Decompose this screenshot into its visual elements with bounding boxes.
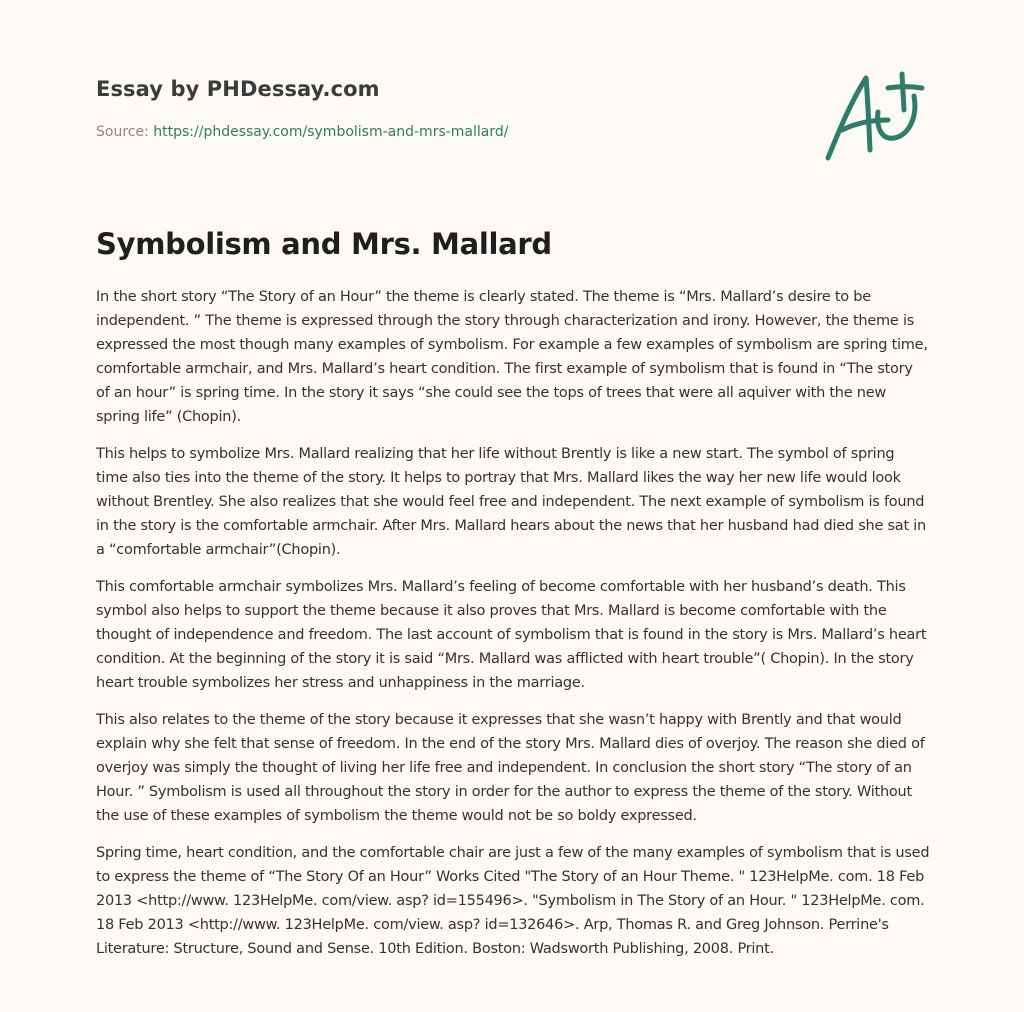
paragraph: In the short story “The Story of an Hour” the theme is clearly stated. The theme is “Mrs. Mallard’s desire to be independent. ” The theme is expressed through the story through characterization and irony. However, the theme is expressed the most though many examples of symbolism. For example a few examples of symbolism are spring time, comfortable armchair, and Mrs. Mallard’s heart condition. The first example of symbolism that is found in “The story of an hour” is spring time. In the story it says “she could see the tops of trees that were all aquiver with the new spring life” (Chopin). (96, 289, 928, 425)
paragraph: This also relates to the theme of the story because it expresses that she wasn’t happy with Brently and that would explain why she felt that sense of freedom. In the end of the story Mrs. Mallard dies of overjoy. The reason she died of overjoy was simply the thought of living her life free and independent. In conclusion the short story “The story of an Hour. ” Symbolism is used all throughout the story in order for the author to express the theme of the story. Without the use of these examples of symbolism the theme would not be so boldy expressed. (96, 712, 925, 824)
article-body (96, 285, 930, 974)
page-header (96, 74, 856, 142)
paragraph: This helps to symbolize Mrs. Mallard realizing that her life without Brently is like a new start. The symbol of spring time also ties into the theme of the story. It helps to portray that Mrs. Mallard likes the way her new life would look without Brentley. She also realizes that she would feel free and independent. The next example of symbolism is found in the story is the comfortable armchair. After Mrs. Mallard hears about the news that her husband had died she sat in a “comfortable armchair”(Chopin). (96, 446, 926, 558)
article-title: Symbolism and Mrs. Mallard (96, 227, 552, 261)
paragraph: This comfortable armchair symbolizes Mrs. Mallard’s feeling of become comfortable with her husband’s death. This symbol also helps to support the theme because it also proves that Mrs. Mallard is become comfortable with the thought of independence and freedom. The last account of symbolism that is found in the story is Mrs. Mallard’s heart condition. At the beginning of the story it is said “Mrs. Mallard was afflicted with heart trouble”( Chopin). In the story heart trouble symbolizes her stress and unhappiness in the marriage. (96, 579, 927, 691)
paragraph: Spring time, heart condition, and the comfortable chair are just a few of the many examples of symbolism that is used to express the theme of “The Story Of an Hour” Works Cited "The Story of an Hour Theme. " 123HelpMe. com. 18 Feb 2013 <http://www. 123HelpMe. com/view. asp? id=155496>. "Symbolism in The Story of an Hour. " 123HelpMe. com. 18 Feb 2013 <http://www. 123HelpMe. com/view. asp? id=132646>. Arp, Thomas R. and Greg Johnson. Perrine's Literature: Structure, Sound and Sense. 10th Edition. Boston: Wadsworth Publishing, 2008. Print. (96, 845, 930, 957)
a-plus-icon (818, 66, 930, 166)
source-line (96, 122, 856, 142)
source-link[interactable]: https://phdessay.com/symbolism-and-mrs-mallard/ (153, 124, 509, 140)
brand-title: Essay by PHDessay.com (96, 77, 380, 101)
source-label: Source: (96, 124, 154, 140)
